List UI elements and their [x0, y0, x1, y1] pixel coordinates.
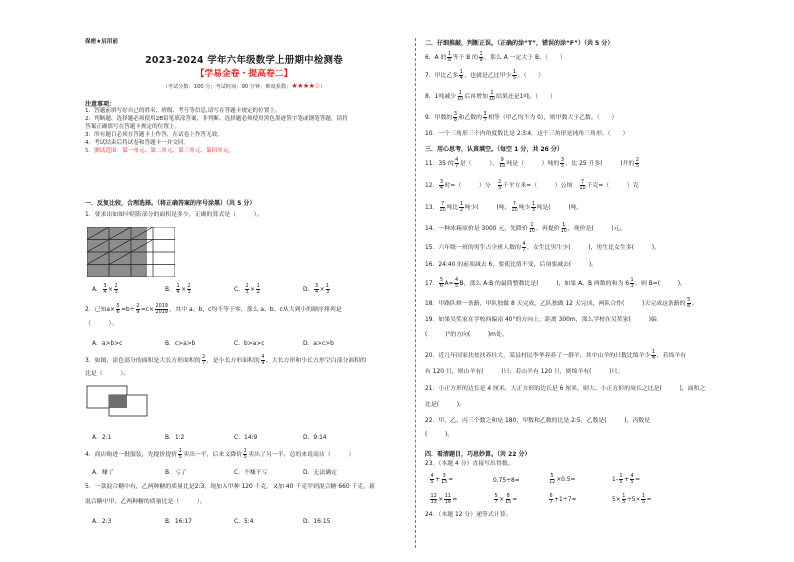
notice-item-2b: 答案正确填写在答题卡规定的位置上。 [85, 124, 181, 130]
question-18: 18．甲路队修一条路，甲队独做 8 天完成，乙队独做 12 天完成，两队合作( )天完成这条路的 $\frac{5}{8}$ 。 [425, 297, 698, 309]
q4-option-d[interactable]: D．无法确定 [303, 470, 337, 476]
column-divider [415, 38, 416, 548]
calc-5: $\frac{12}{33}$ × $\frac{11}{18}$ = [430, 493, 458, 505]
question-10: 10．一个三角形三个内角度数比是 2∶3∶4，这个三角形是钝角三角形。（ ） [425, 131, 629, 137]
question-17: 17． $\frac{5}{6}$ A= $\frac{4}{5}$ B，那么 A:B 的最简整数比是( )，如果 A、B 两数的和为 6 $\frac{1}{3}$ ，则 B=( )。 [425, 277, 686, 289]
section-2-heading: 二．仔细推敲，判断正误。（正确的涂“T”，错误的涂“F”）（共 5 分） [425, 40, 614, 47]
question-12: 12． $\frac{3}{4}$ 时=（ ）分 $\frac{2}{5}$ 千平方米=（ ）公顷 $\frac{7}{10}$ 千克=（ ）克 [425, 179, 639, 191]
q4-option-b[interactable]: B．亏了 [165, 470, 187, 476]
question-22: 22．甲、乙、丙三个数之和是 180，甲数和乙数的比是 2:5，乙数是( )，丙数是 [425, 418, 651, 424]
notice-item-3: 3．所有题目必须在答题卡上作答，在试卷上作答无效。 [85, 132, 223, 138]
meta-text: （考试分数：100 分；考试时间：90 分钟；难度系数： [162, 84, 292, 90]
calc-8: 5× $\frac{1}{5}$ ÷5× $\frac{1}{5}$ = [612, 493, 652, 505]
q4-option-a[interactable]: A．赚了 [92, 470, 114, 476]
question-3-tail: 比是（ ）。 [85, 371, 130, 377]
q5-option-d[interactable]: D．16:15 [303, 519, 331, 525]
question-22-tail: ( )。 [425, 432, 454, 438]
question-13: 13． $\frac{7}{10}$ 吨比 $\frac{1}{2}$ 吨少( )吨； $\frac{7}{10}$ 吨少 $\frac{1}{3}$ 吨是( )吨。 [425, 201, 583, 213]
q5-option-b[interactable]: B．16:17 [165, 519, 192, 525]
question-20: 20．近几年国家扶贫扶养壮大，某县村民李华养养了一群羊，其中山羊的只数比绵羊少 $\frac{1}{4}$ ，若绵羊有 [425, 349, 687, 361]
notice-item-5 [85, 148, 407, 156]
question-1: 1．要求出如图中阴影部分的面积是多少，正确的算式是（ ）。 [85, 212, 263, 218]
notice-item-4: 4．考试结束后将试卷和答题卡一并交回。 [85, 140, 190, 146]
q3-option-b[interactable]: B．1:2 [165, 435, 185, 441]
shaded-grid-figure [87, 227, 175, 277]
q3-option-d[interactable]: D．9:14 [303, 435, 327, 441]
exam-title: 2023-2024 学年六年级数学上册期中检测卷 [145, 55, 343, 66]
notice-item-1: 1．答题前填写好自己的姓名、班级、考号等信息,请写在答题卡规定的位置上。 [85, 108, 281, 114]
q3-option-c[interactable]: C．14:9 [234, 435, 258, 441]
calc-4: 1- $\frac{1}{5}$ + $\frac{4}{5}$ = [612, 473, 640, 485]
scope-label: 5．测试范围： [85, 148, 123, 154]
question-4: 4．商店购进一批服装，先提价提价 $\frac{1}{5}$ 卖出一半，后来又降价 $\frac{1}{5}$ 卖出了另一半，总的来说商店（ ） [85, 448, 355, 460]
q2-option-b[interactable]: B．c>a>b [165, 341, 196, 347]
q5-option-a[interactable]: A．2:3 [92, 519, 112, 525]
question-19: 19．如果吴奖家在学校西偏南 40°的方向上，距离 300m，那么学校在吴奖家( )偏 [425, 317, 657, 323]
difficulty-stars: ★★★★☆ [291, 82, 321, 90]
q1-option-d[interactable]: D． $\frac{3}{4}$ × $\frac{1}{3}$ [303, 283, 330, 295]
calc-2: 0.75÷8= [493, 478, 520, 484]
q1-option-c[interactable]: C． $\frac{2}{3}$ × $\frac{1}{2}$ [234, 283, 260, 295]
question-7: 7．甲比乙多 $\frac{1}{4}$ ，也就是乙比甲少 $\frac{1}{5}$ 。（ ） [425, 69, 545, 81]
section-4-heading: 四．看清题目，巧思妙算。（共 22 分） [425, 451, 531, 458]
question-6: 6．A 的 $\frac{1}{8}$ 等于 B 的 $\frac{1}{9}$ ，那么 A 一定大于 B。（ ） [425, 51, 566, 63]
q2-option-d[interactable]: D．a>c>b [303, 341, 334, 347]
calc-1: $\frac{4}{5}$ + $\frac{3}{15}$ = [430, 473, 454, 485]
q5-option-c[interactable]: C．5:4 [234, 519, 254, 525]
q2-option-a[interactable]: A．a>b>c [92, 341, 123, 347]
scope-value: 第一单元、第二单元、第三单元、第四单元。 [122, 148, 235, 154]
exam-meta [85, 82, 403, 90]
question-15: 15．六年级一班的男生占全班人数的 $\frac{4}{7}$ ，女生比男生少( )，男生比女生多( )。 [425, 241, 660, 253]
question-19-tail: ( )°的方向( )m处。 [425, 332, 508, 338]
q4-option-c[interactable]: C．不赚不亏 [234, 470, 268, 476]
question-16: 16．24:40 的前项减去 6，要使比值不变，后项要减去( )。 [425, 262, 598, 268]
question-14: 14．一种冰箱原价是 3000 元，先降价 $\frac{1}{10}$ ，再提价 $\frac{1}{10}$ ，现价是( )元。 [425, 222, 626, 234]
question-2-tail: （ ）。 [85, 321, 118, 327]
secret-label: 保密★启用前 [85, 39, 118, 45]
overlapping-rectangles-figure [86, 385, 148, 417]
question-11: 11．35 的 $\frac{4}{7}$ 是（ ）， $\frac{9}{10}$ 吨是（ ）吨的 $\frac{3}{5}$ ，比 25 升多( )升的 $\frac{2}{5}$ [425, 157, 639, 169]
q1-option-b[interactable]: B． $\frac{1}{4}$ × $\frac{2}{3}$ [165, 283, 191, 295]
question-3: 3．如图，涂色部分的面积是大长方形面积的 $\frac{2}{7}$ ，是小长方形面积的 $\frac{4}{9}$ ，大长方形和小长方形空白部分面积的 [85, 354, 367, 366]
question-9: 9．甲数的 $\frac{3}{8}$ 和乙数的 $\frac{3}{7}$ 相等（甲乙均不为 0），则甲数大于乙数。（ ） [425, 111, 618, 123]
notice-item-2: 2．判断题、选择题必须使用2B铅笔填涂答案，非判断、选择题必须使用黑色墨迹签字笔或钢笔答题，请将 [85, 116, 348, 122]
question-2: 2．已知a× $\frac{5}{6}$ =b÷ $\frac{2}{9}$ =c× $\frac{2019}{2019}$ ，其中 a、b、c均不等于零，那么 a、b、c从大到小的顺序排列是 [85, 303, 342, 315]
calc-6: $\frac{5}{7}$ × $\frac{8}{15}$ = [494, 493, 518, 505]
section-3-heading: 三．用心思考，认真填空。（每空 1 分，共 26 分） [425, 146, 563, 153]
question-21: 21．小正方形的边长是 4 厘米，大正方形的边长是 6 厘米，则大、小正方形的周长之比是( )，面积之 [425, 386, 706, 392]
exam-subtitle: 【学易金卷・提高卷二】 [195, 69, 293, 79]
meta-end: ） [320, 84, 326, 90]
calc-3: $\frac{5}{12}$ ×0.5= [549, 473, 576, 485]
section-1-heading: 一．反复比较，合理选择。（将正确答案的序号涂黑）（共 5 分） [85, 200, 256, 207]
question-5-tail: 混合糖中甲、乙两种糖的质量比是（ ）。 [85, 499, 206, 505]
calc-7: $\frac{6}{7}$ +1÷7= [549, 493, 577, 505]
question-21-tail: 比是( )。 [425, 402, 465, 408]
question-8: 8．1吨减少 $\frac{1}{10}$ 后再增加 $\frac{1}{10}$ 结果还是1吨。（ ） [425, 90, 556, 102]
question-20-tail: 有 120 只，则山羊有( )只；若山羊有 120 只，则绵羊有( )只。 [425, 369, 624, 375]
notice-heading: 注意事项： [85, 101, 116, 108]
q3-option-a[interactable]: A．2:1 [92, 435, 112, 441]
q2-option-c[interactable]: C．b>a>c [234, 341, 265, 347]
question-5: 5．一款混合糖中有，乙两种糖的质量比是2:3。现加入甲种 120 千克，又加 40 千克甲到混合糖 660 千克，新 [85, 484, 376, 490]
question-24: 24．（本题 12 分）递等式计算。 [425, 512, 512, 518]
question-23: 23．（本题 4 分）直接写出得数。 [425, 461, 514, 467]
q1-option-a[interactable]: A． $\frac{3}{4}$ × $\frac{2}{3}$ [92, 283, 118, 295]
